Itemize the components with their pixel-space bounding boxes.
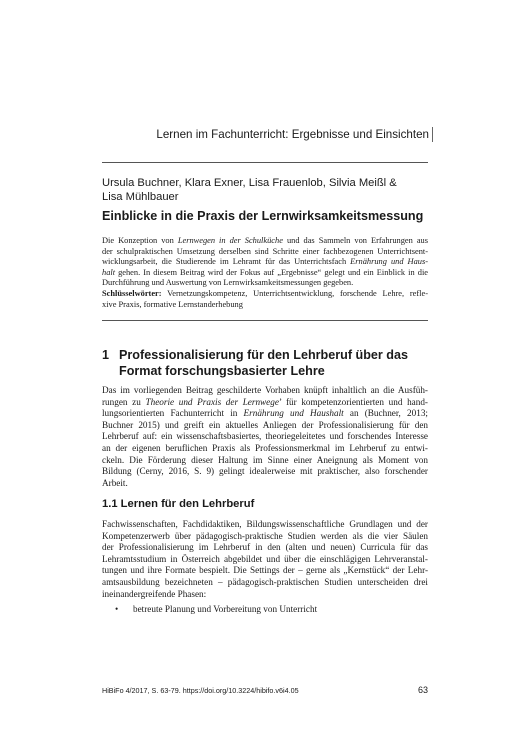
top-rule: [102, 162, 428, 163]
keywords-line-1: Schlüsselwörter: Vernetzungskompetenz, Unterrichtsentwicklung, forschende Lehre, refle-: [102, 289, 428, 298]
section-1-heading: [102, 347, 432, 379]
bullet-icon: •: [115, 604, 119, 614]
article-title: Einblicke in die Praxis der Lernwirksamkeitsmessung: [102, 209, 424, 223]
s1-line: Buchner 2015) und greift ein aktuelles Anliegen der Professionalisierung für den: [102, 419, 428, 430]
running-head-bar: [432, 127, 433, 142]
bullet-item: [115, 604, 317, 616]
abstract-line-4: halt gehen. In diesem Beitrag wird der Fokus auf „Ergebnisse“ gelegt und ein Einblick in die: [102, 267, 428, 277]
page-number: 63: [417, 685, 428, 695]
s1-line: Bildung (Cerny, 2016, S. 9) gelingt idealerweise mit praktischer, also forschender: [102, 466, 428, 477]
keywords: [102, 289, 428, 310]
section-1-1-heading: 1.1 Lernen für den Lehrberuf: [102, 498, 255, 510]
abstract-line-5: Durchführung und Auswertung von Lernwirksamkeitsmessungen gegeben.: [102, 278, 354, 288]
authors: [102, 176, 432, 204]
abstract-line-2: der schulpraktischen Umsetzung derselben sind Schritte einer fachbezogenen Unterrichtsent-: [102, 246, 428, 256]
abstract-line-3: wicklungsarbeit, die Studierende im Lehramt für das Unterrichtsfach Ernährung und Haus-: [102, 257, 428, 267]
s1-line: Lehrberuf auf: ein wissenschaftsbasiertes, theoriegeleitetes und forschendes Interesse: [102, 431, 428, 442]
section-1-paragraph: [102, 385, 428, 489]
s11-line: Lehramtsstudium in Österreich abgebildet und über die einschlägigen Lehrveranstal-: [102, 553, 428, 564]
s1-line: lungsorientierten Fachunterricht in Ernährung und Haushalt an (Buchner, 2013;: [102, 408, 428, 419]
s11-line: ineinandergreifende Phasen:: [102, 588, 207, 599]
keywords-label: Schlüsselwörter:: [102, 289, 162, 298]
section-1-title-line-2: Format forschungsbasierter Lehre: [119, 364, 325, 378]
s1-line: ckeln. Die Förderung dieser Haltung im Sinne einer Aneignung als Moment von: [102, 454, 428, 465]
authors-line-2: Lisa Mühlbauer: [102, 191, 179, 203]
abstract-line-1: Die Konzeption von Lernwegen in der Schulküche und das Sammeln von Erfahrungen aus: [102, 236, 429, 245]
s11-line: Kompetenzerwerb über pädagogisch-praktische Studien werden als die vier Säulen: [102, 530, 428, 541]
running-head: Lernen im Fachunterricht: Ergebnisse und Einsichten: [156, 128, 429, 141]
s11-line: Fachwissenschaften, Fachdidaktiken, Bildungswissenschaftliche Grundlagen und der: [102, 519, 428, 529]
s1-line: Arbeit.: [102, 477, 128, 488]
footer-citation: HiBiFo 4/2017, S. 63-79. https://doi.org/10.3224/hibifo.v6i4.05: [102, 686, 299, 695]
abstract: [102, 236, 428, 289]
authors-line-1: Ursula Buchner, Klara Exner, Lisa Frauenlob, Silvia Meißl &: [102, 177, 397, 189]
s1-line: rungen zu Theorie und Praxis der Lernwege’ für kompetenzorientierten und hand-: [102, 396, 428, 407]
s11-line: amtsausbildung bezeichneten – pädagogisch-praktischen Studien unterscheiden drei: [102, 576, 428, 587]
s1-line: Das im vorliegenden Beitrag geschilderte Vorhaben knüpft inhaltlich an die Ausfüh-: [102, 385, 428, 395]
bullet-text: betreute Planung und Vorbereitung von Unterricht: [133, 604, 318, 614]
s11-line: der Professionalisierung im Lehrberuf in den (alten und neuen) Curricula für das: [102, 542, 428, 553]
s1-line: an der eigenen beruflichen Praxis als Professionsmerkmal im Lehrberuf zu entwi-: [102, 442, 428, 453]
abstract-rule: [102, 320, 428, 321]
s11-line: tungen und ihre Formate bespielt. Die Settings der – gerne als „Kernstück“ der Lehr-: [102, 565, 428, 576]
section-1-number: 1: [102, 348, 110, 362]
section-1-title-line-1: Professionalisierung für den Lehrberuf über das: [119, 348, 409, 362]
keywords-line-2: xive Praxis, formative Lernstanderhebung: [102, 299, 243, 309]
section-1-1-paragraph: [102, 519, 428, 600]
